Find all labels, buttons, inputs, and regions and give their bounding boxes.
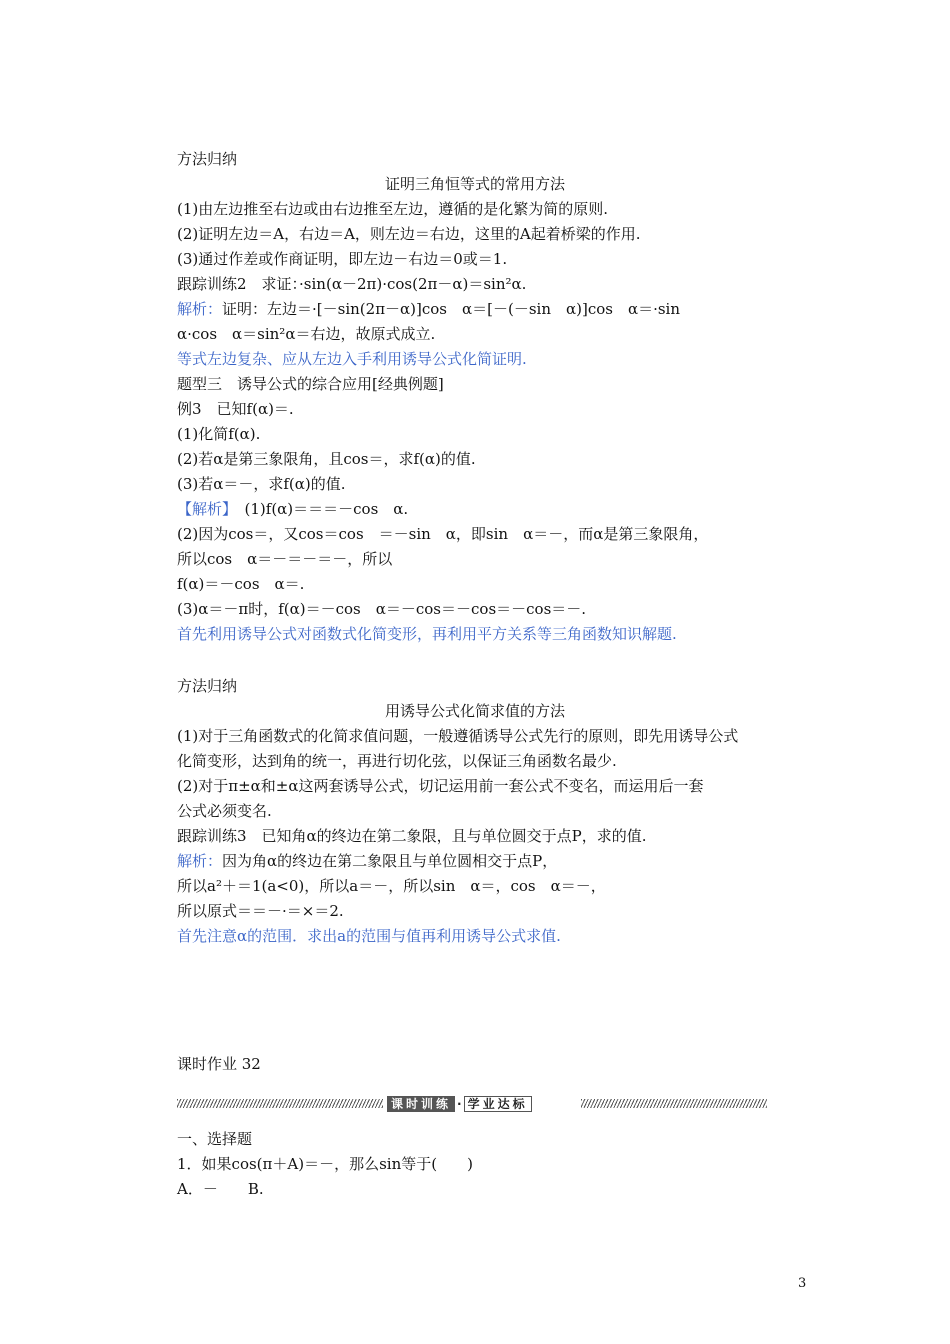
example3-solution-line2: (2)因为cos＝，又cos＝cos ＝－sin α，即sin α＝－，而α是第三象限角， xyxy=(177,525,709,543)
example3-part2: (2)若α是第三象限角，且cos＝，求f(α)的值. xyxy=(177,450,476,468)
solution-text: 因为角α的终边在第二象限且与单位圆相交于点P， xyxy=(222,852,558,870)
page-number: 3 xyxy=(798,1276,807,1291)
practice3-solution-line3: 所以原式＝＝－·＝×＝2. xyxy=(177,902,344,920)
banner-badge xyxy=(387,1096,532,1112)
practice3-solution-line2: 所以a²＋＝1(a<0)，所以a＝－，所以sin α＝，cos α＝－， xyxy=(177,877,606,895)
banner-label-left: 课时训练 xyxy=(387,1096,455,1112)
solution-text: 证明：左边＝·[－sin(2π－α)]cos α＝[－(－sin α)]cos α＝·sin xyxy=(222,300,681,318)
solution-label: 解析： xyxy=(177,852,223,870)
practice3-hint: 首先注意α的范围．求出a的范围与值再利用诱导公式求值. xyxy=(177,927,561,945)
solution-label: 【解析】 xyxy=(177,500,230,518)
method-item-2: (2)证明左边＝A，右边＝A，则左边＝右边，这里的A起着桥梁的作用. xyxy=(177,225,641,243)
method2-item2-a: (2)对于π±α和±α这两套诱导公式，切记运用前一套公式不变名，而运用后一套 xyxy=(177,777,704,795)
method2-item2-b: 公式必须变名. xyxy=(177,802,272,820)
method-item-1: (1)由左边推至右边或由右边推至左边，遵循的是化繁为简的原则. xyxy=(177,200,609,218)
exercise-section: 一、选择题 xyxy=(177,1130,253,1148)
homework-title: 课时作业 32 xyxy=(177,1055,261,1073)
example3: 例3 已知f(α)＝. xyxy=(177,400,294,418)
practice2-solution-line2: α·cos α＝sin²α＝右边，故原式成立. xyxy=(177,325,436,343)
type3-title: 题型三 诱导公式的综合应用[经典例题] xyxy=(177,375,444,393)
example3-part1: (1)化简f(α). xyxy=(177,425,261,443)
question-1: 1．如果cos(π＋A)＝－，那么sin等于( ) xyxy=(177,1155,473,1173)
banner-dot: · xyxy=(457,1097,462,1111)
method-title-2: 用诱导公式化简求值的方法 xyxy=(384,702,565,720)
banner-label-right: 学业达标 xyxy=(464,1096,532,1112)
example3-solution-line3: 所以cos α＝－＝－＝－，所以 xyxy=(177,550,393,568)
practice3-solution-line1 xyxy=(177,850,557,872)
practice2-hint: 等式左边复杂、应从左边入手利用诱导公式化简证明. xyxy=(177,350,527,368)
practice3-question: 跟踪训练3 已知角α的终边在第二象限，且与单位圆交于点P，求的值. xyxy=(177,827,647,845)
banner-hatch-left xyxy=(177,1099,383,1108)
practice2-question: 跟踪训练2 求证：·sin(α－2π)·cos(2π－α)＝sin²α. xyxy=(177,275,527,293)
method2-item1-a: (1)对于三角函数式的化简求值问题，一般遵循诱导公式先行的原则，即先用诱导公式 xyxy=(177,727,739,745)
method-heading-1: 方法归纳 xyxy=(177,150,238,168)
example3-part3: (3)若α＝－，求f(α)的值. xyxy=(177,475,346,493)
method-title-1: 证明三角恒等式的常用方法 xyxy=(384,175,565,193)
banner-hatch-right xyxy=(581,1099,767,1108)
question-1-options: A．－ B. xyxy=(177,1180,264,1198)
method-heading-2: 方法归纳 xyxy=(177,677,238,695)
example3-solution-line4: f(α)＝－cos α＝. xyxy=(177,575,305,593)
practice2-solution-line1 xyxy=(177,298,680,320)
method2-item1-b: 化简变形，达到角的统一，再进行切化弦，以保证三角函数名最少. xyxy=(177,752,617,770)
solution-text: (1)f(α)＝＝＝－cos α. xyxy=(229,500,409,518)
example3-solution-line1 xyxy=(177,498,408,520)
section-banner xyxy=(177,1096,767,1112)
method-item-3: (3)通过作差或作商证明，即左边－右边＝0或＝1. xyxy=(177,250,508,268)
example3-solution-line5: (3)α＝－π时，f(α)＝－cos α＝－cos＝－cos＝－cos＝－. xyxy=(177,600,587,618)
example3-hint: 首先利用诱导公式对函数式化简变形，再利用平方关系等三角函数知识解题. xyxy=(177,625,677,643)
solution-label: 解析： xyxy=(177,300,223,318)
